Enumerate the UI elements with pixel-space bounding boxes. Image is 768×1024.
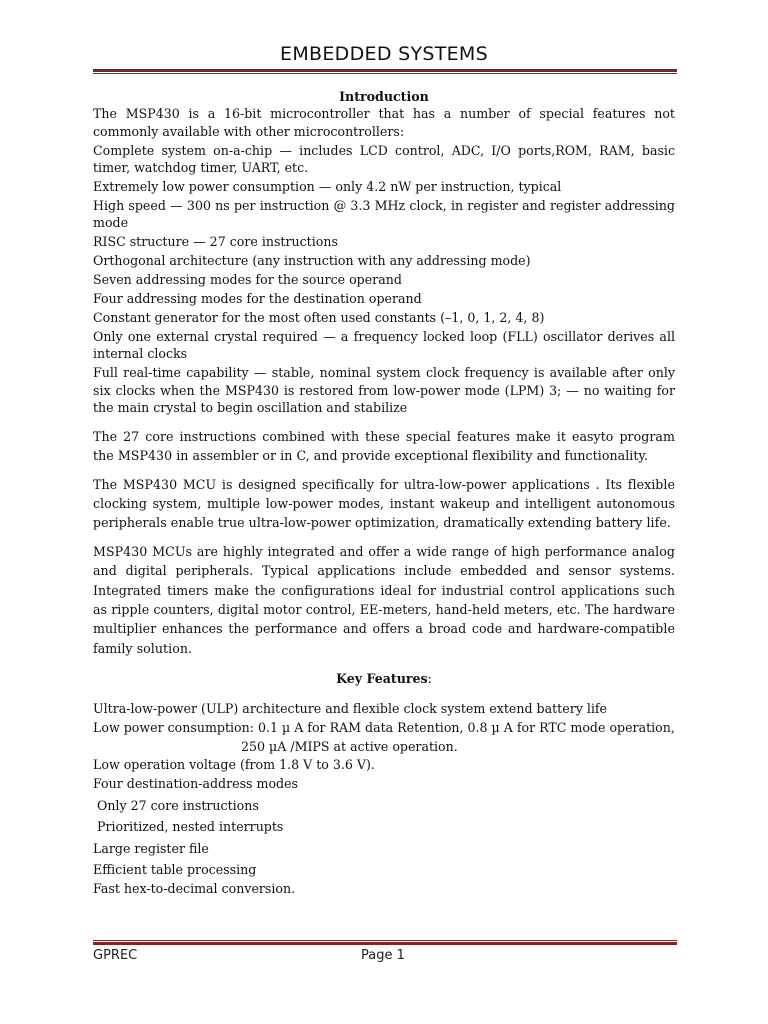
intro-line: The MSP430 is a 16-bit microcontroller that has a number of special features not commonly available with other microcontrollers: [93,106,675,139]
feature-item: Low power consumption: 0.1 µ A for RAM data Retention, 0.8 µ A for RTC mode operation, [93,719,675,735]
body-paragraph: MSP430 MCUs are highly integrated and offer a wide range of high performance analog and digital peripherals. Typical applications include embedded and sensor systems. Integrated timers make the configurations ideal for industrial control applications such as ripple counters, digital motor control, EE-meters, hand-held meters, etc. The hardware multiplier enhances the performance and offers a broad code and hardware-compatible family solution. [93,543,675,656]
intro-line: Complete system on-a-chip — includes LCD control, ADC, I/O ports,ROM, RAM, basic timer, watchdog timer, UART, etc. [93,142,675,176]
feature-item: Only 27 core instructions [97,797,259,813]
feature-item: Four destination-address modes [93,776,299,792]
feature-item: Efficient table processing [93,861,257,877]
key-features-heading-colon: : [427,671,432,687]
intro-line: Four addressing modes for the destination operand [93,290,422,306]
feature-item: 250 µA /MIPS at active operation. [241,738,458,754]
feature-item: Low operation voltage (from 1.8 V to 3.6 V). [93,757,375,773]
intro-heading: Introduction [339,89,429,104]
page-header-title: EMBEDDED SYSTEMS [280,43,488,65]
document-body [93,88,675,899]
intro-line: Seven addressing modes for the source operand [93,272,402,288]
key-features-heading [93,670,675,687]
intro-line: Constant generator for the most often used constants (–1, 0, 1, 2, 4, 8) [93,309,545,325]
key-features-heading-text: Key Features [336,671,428,687]
intro-line: RISC structure — 27 core instructions [93,234,338,250]
body-paragraph: The MSP430 MCU is designed specifically for ultra-low-power applications . Its flexible clocking system, multiple low-power modes, instant wakeup and intelligent autonomous peripherals enable true ultra-low-power optimization, dramatically extending battery life. [93,476,675,531]
intro-line: Only one external crystal required — a frequency locked loop (FLL) oscillator derives all internal clocks [93,328,675,362]
footer-page-number: Page 1 [361,948,405,963]
footer-rule [93,940,677,945]
header-rule [93,69,677,74]
footer-institution: GPREC [93,948,138,963]
intro-line: High speed — 300 ns per instruction @ 3.3 MHz clock, in register and register addressing mode [93,197,675,231]
feature-item: Large register file [93,840,209,856]
intro-line: Extremely low power consumption — only 4.2 nW per instruction, typical [93,179,562,195]
feature-item: Prioritized, nested interrupts [97,819,284,835]
body-paragraph: The 27 core instructions combined with these special features make it easyto program the MSP430 in assembler or in C, and provide exceptional flexibility and functionality. [93,428,675,464]
intro-line: Full real-time capability — stable, nominal system clock frequency is available after only six clocks when the MSP430 is restored from low-power mode (LPM) 3; — no waiting for the main crystal to begin oscillation and stabilize [93,365,675,415]
intro-line: Orthogonal architecture (any instruction with any addressing mode) [93,253,531,269]
feature-item: Fast hex-to-decimal conversion. [93,880,296,896]
feature-item: Ultra-low-power (ULP) architecture and flexible clock system extend battery life [93,700,608,716]
